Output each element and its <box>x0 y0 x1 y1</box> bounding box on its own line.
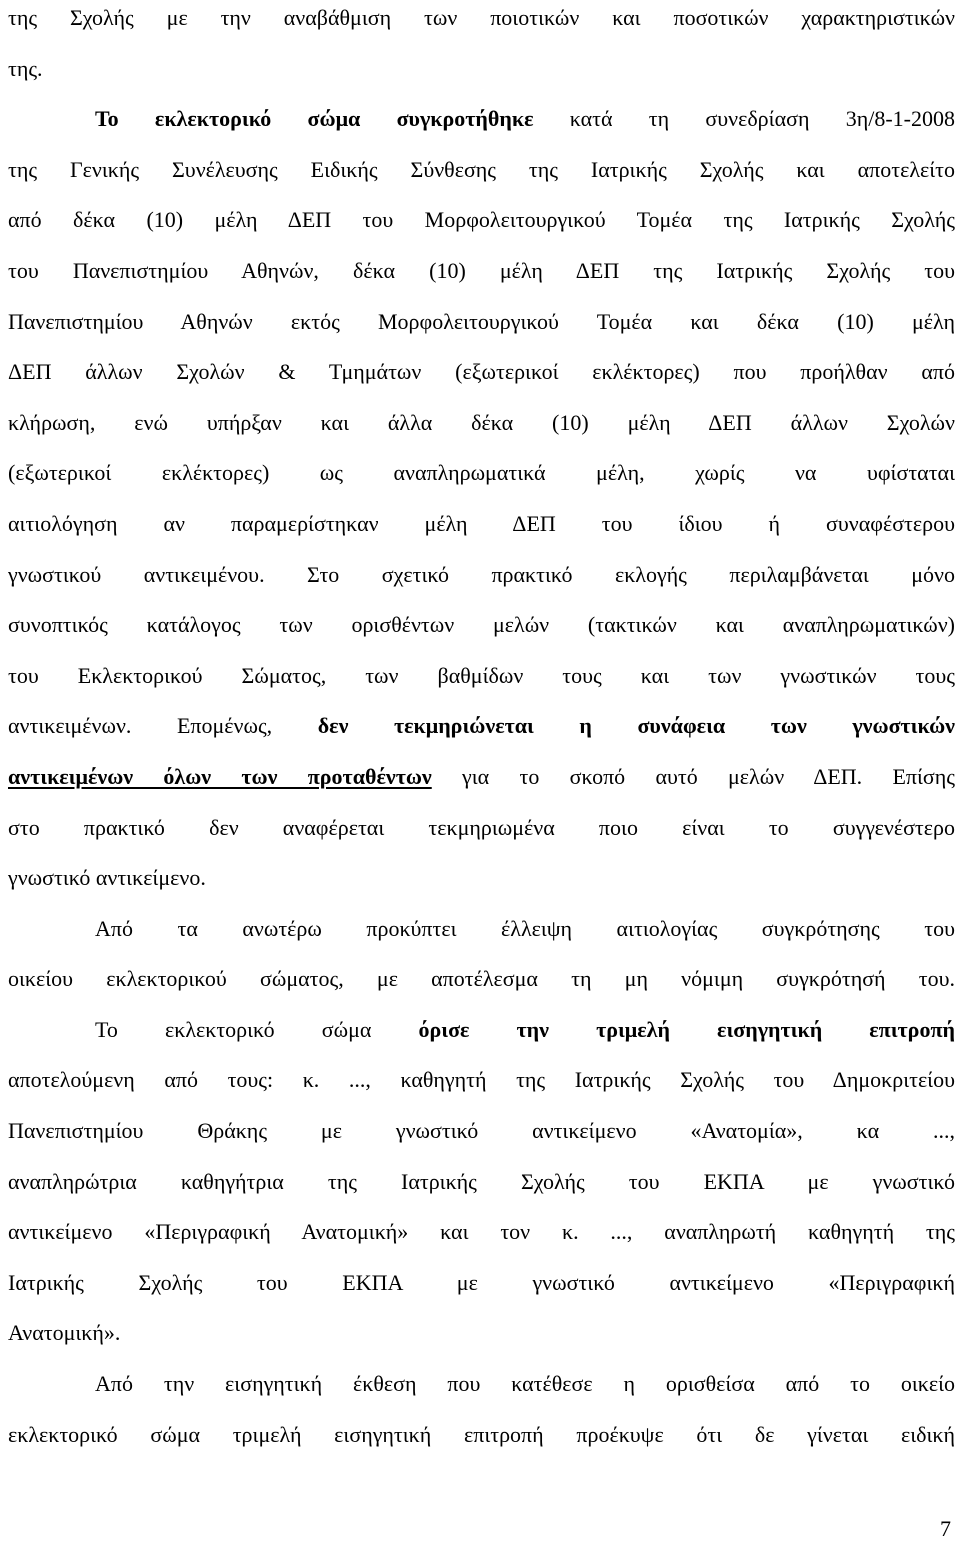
document-page <box>8 0 955 1460</box>
text-line: αντικείμενο «Περιγραφική Ανατομική» και τον κ. ..., αναπληρωτή καθηγητή της <box>8 1219 955 1245</box>
text-line <box>8 752 955 803</box>
bold-underlined-text <box>8 764 432 789</box>
text-span: κατά τη συνεδρίαση 3η/8-1-2008 <box>533 106 955 132</box>
text-line: Πανεπιστημίου Θράκης με γνωστικό αντικείμενο «Ανατομία», κα ..., <box>8 1118 955 1144</box>
text-span: Το εκλεκτορικό σώμα <box>95 1016 419 1042</box>
text-line: Από την εισηγητική έκθεση που κατέθεσε η ορισθείσα από το οικείο <box>95 1371 955 1397</box>
text-line: εκλεκτορικό σώμα τριμελή εισηγητική επιτροπή προέκυψε ότι δε γίνεται ειδική <box>8 1421 955 1447</box>
page-number: 7 <box>940 1516 951 1541</box>
paragraph <box>8 0 955 94</box>
text-line: αποτελούμενη από τους: κ. ..., καθηγητή της Ιατρικής Σχολής του Δημοκριτείου <box>8 1067 955 1093</box>
text-line: κλήρωση, ενώ υπήρξαν και άλλα δέκα (10) μέλη ΔΕΠ άλλων Σχολών <box>8 409 955 435</box>
text-line: Ιατρικής Σχολής του ΕΚΠΑ με γνωστικό αντικείμενο «Περιγραφική <box>8 1269 955 1295</box>
text-line: της Σχολής με την αναβάθμιση των ποιοτικών και ποσοτικών χαρακτηριστικών <box>8 5 955 30</box>
paragraph <box>8 1005 955 1359</box>
bold-text: δεν τεκμηριώνεται η συνάφεια των γνωστικών <box>317 713 955 739</box>
text-line: οικείου εκλεκτορικού σώματος, με αποτέλεσμα τη μη νόμιμη συγκρότησή του. <box>8 966 955 992</box>
text-span: αντικειμένων. Επομένως, <box>8 713 318 739</box>
text-line: της Γενικής Συνέλευσης Ειδικής Σύνθεσης της Ιατρικής Σχολής και αποτελείτο <box>8 156 955 182</box>
text-line: γνωστικό αντικείμενο. <box>8 865 206 891</box>
text-line: από δέκα (10) μέλη ΔΕΠ του Μορφολειτουργικού Τομέα της Ιατρικής Σχολής <box>8 207 955 233</box>
text-line: Πανεπιστημίου Αθηνών εκτός Μορφολειτουργικού Τομέα και δέκα (10) μέλη <box>8 308 955 334</box>
text-line <box>8 701 955 752</box>
text-line: γνωστικού αντικειμένου. Στο σχετικό πρακτικό εκλογής περιλαμβάνεται μόνο <box>8 561 955 587</box>
text-line: συνοπτικός κατάλογος των ορισθέντων μελών (τακτικών και αναπληρωματικών) <box>8 612 955 638</box>
bold-text: όρισε την τριμελή εισηγητική επιτροπή <box>418 1016 955 1042</box>
text-line <box>8 1005 955 1056</box>
paragraph <box>8 94 955 904</box>
text-line: (εξωτερικοί εκλέκτορες) ως αναπληρωματικά μέλη, χωρίς να υφίσταται <box>8 460 955 486</box>
text-line: αναπληρώτρια καθηγήτρια της Ιατρικής Σχολής του ΕΚΠΑ με γνωστικό <box>8 1168 955 1194</box>
paragraph <box>8 904 955 1005</box>
text-line: Ανατομική». <box>8 1320 121 1346</box>
text-line: στο πρακτικό δεν αναφέρεται τεκμηριωμένα ποιο είναι το συγγενέστερο <box>8 814 955 840</box>
text-line: Από τα ανωτέρω προκύπτει έλλειψη αιτιολογίας συγκρότησης του <box>95 915 955 941</box>
text-line: του Πανεπιστημίου Αθηνών, δέκα (10) μέλη ΔΕΠ της Ιατρικής Σχολής του <box>8 257 955 283</box>
text-line: ΔΕΠ άλλων Σχολών & Τμημάτων (εξωτερικοί εκλέκτορες) που προήλθαν από <box>8 359 955 385</box>
text-line <box>8 94 955 145</box>
text-line: του Εκλεκτορικού Σώματος, των βαθμίδων τους και των γνωστικών τους <box>8 662 955 688</box>
text-line: της. <box>8 55 43 81</box>
paragraph <box>8 1359 955 1460</box>
text-span: για το σκοπό αυτό μελών ΔΕΠ. Επίσης <box>431 763 955 789</box>
bold-text: Το εκλεκτορικό σώμα συγκροτήθηκε <box>95 106 534 132</box>
text-line: αιτιολόγηση αν παραμερίστηκαν μέλη ΔΕΠ του ίδιου ή συναφέστερου <box>8 510 955 536</box>
underlined-text: αντικειμένων όλων των προταθέντων <box>8 763 432 789</box>
